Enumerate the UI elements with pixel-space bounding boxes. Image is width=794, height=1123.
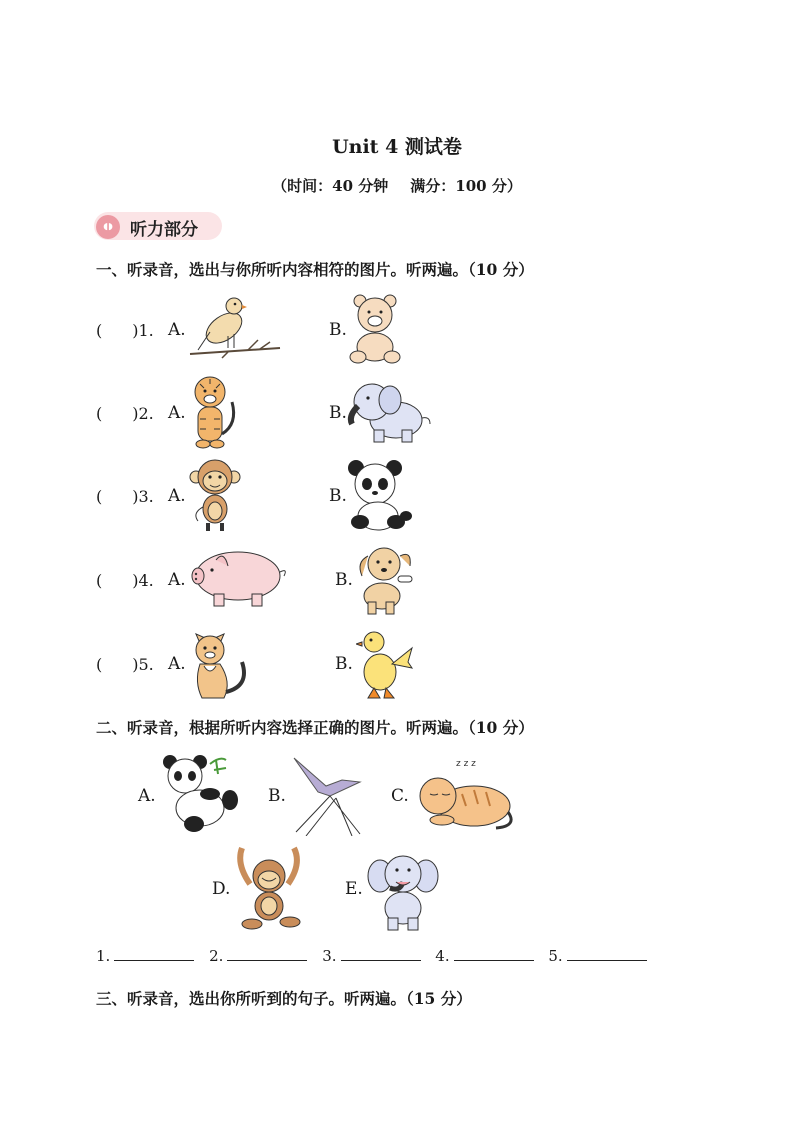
q2-option-b-label: B. [329,403,347,423]
section2-heading: 二、听录音，根据所听内容选择正确的图片。听两遍。（10 分） [96,718,534,737]
q1-option-a-label: A. [168,320,186,340]
cat-picture [190,626,252,702]
elephant-picture [346,376,434,446]
question-1-number: ( )1. [96,321,154,340]
s2-option-e-label: E. [345,879,363,899]
answer-2-blank[interactable] [227,946,307,961]
q3-option-a-label: A. [168,486,186,506]
s2-option-a-label: A. [138,786,156,806]
s2-option-b-label: B. [268,786,286,806]
q2-option-a-label: A. [168,403,186,423]
question-5-number: ( )5. [96,655,154,674]
q1-option-b-label: B. [329,320,347,340]
monkey-picture [188,457,242,535]
answer-1-blank[interactable] [114,946,194,961]
answer-number: 2. [209,947,224,965]
pig-picture [186,546,288,610]
panda-picture [346,460,412,532]
page-title: Unit 4 测试卷 [332,136,462,158]
answer-number: 5. [548,947,563,965]
q5-option-a-label: A. [168,654,186,674]
badge-label: 听力部分 [130,220,198,240]
answer-number: 4. [435,947,450,965]
answer-3-blank[interactable] [341,946,421,961]
section3-heading: 三、听录音，选出你所听到的句子。听两遍。（15 分） [96,989,472,1008]
listen-icon: ◖◗ [96,215,120,239]
monkey-arms-up-picture [234,844,304,932]
question-3-number: ( )3. [96,487,154,506]
s2-option-d-label: D. [212,879,231,899]
full-score: 满分：100 分） [410,177,522,195]
listening-section-badge [94,212,222,240]
question-4-number: ( )4. [96,571,154,590]
dog-picture [354,542,416,616]
q4-option-b-label: B. [335,570,353,590]
answer-blanks [96,946,657,965]
q3-option-b-label: B. [329,486,347,506]
answer-5-blank[interactable] [567,946,647,961]
answer-4-blank[interactable] [454,946,534,961]
exam-info [0,175,794,196]
q5-option-b-label: B. [335,654,353,674]
answer-number: 1. [96,947,111,965]
question-2-number: ( )2. [96,404,154,423]
tiger-picture [186,374,242,450]
time-limit: （时间：40 分钟 [272,177,389,195]
bird-hands-picture [290,752,366,836]
bear-picture [348,293,402,365]
q4-option-a-label: A. [168,570,186,590]
answer-number: 3. [322,947,337,965]
svg-text:z z z: z z z [456,759,476,769]
tiger-sleeping-picture [412,754,516,834]
bird-picture [188,292,284,364]
s2-option-c-label: C. [391,786,409,806]
elephant-standing-picture [366,846,440,932]
duck-picture [356,628,414,700]
panda-eating-picture [160,754,242,836]
section1-heading: 一、听录音，选出与你所听内容相符的图片。听两遍。（10 分） [96,260,534,279]
